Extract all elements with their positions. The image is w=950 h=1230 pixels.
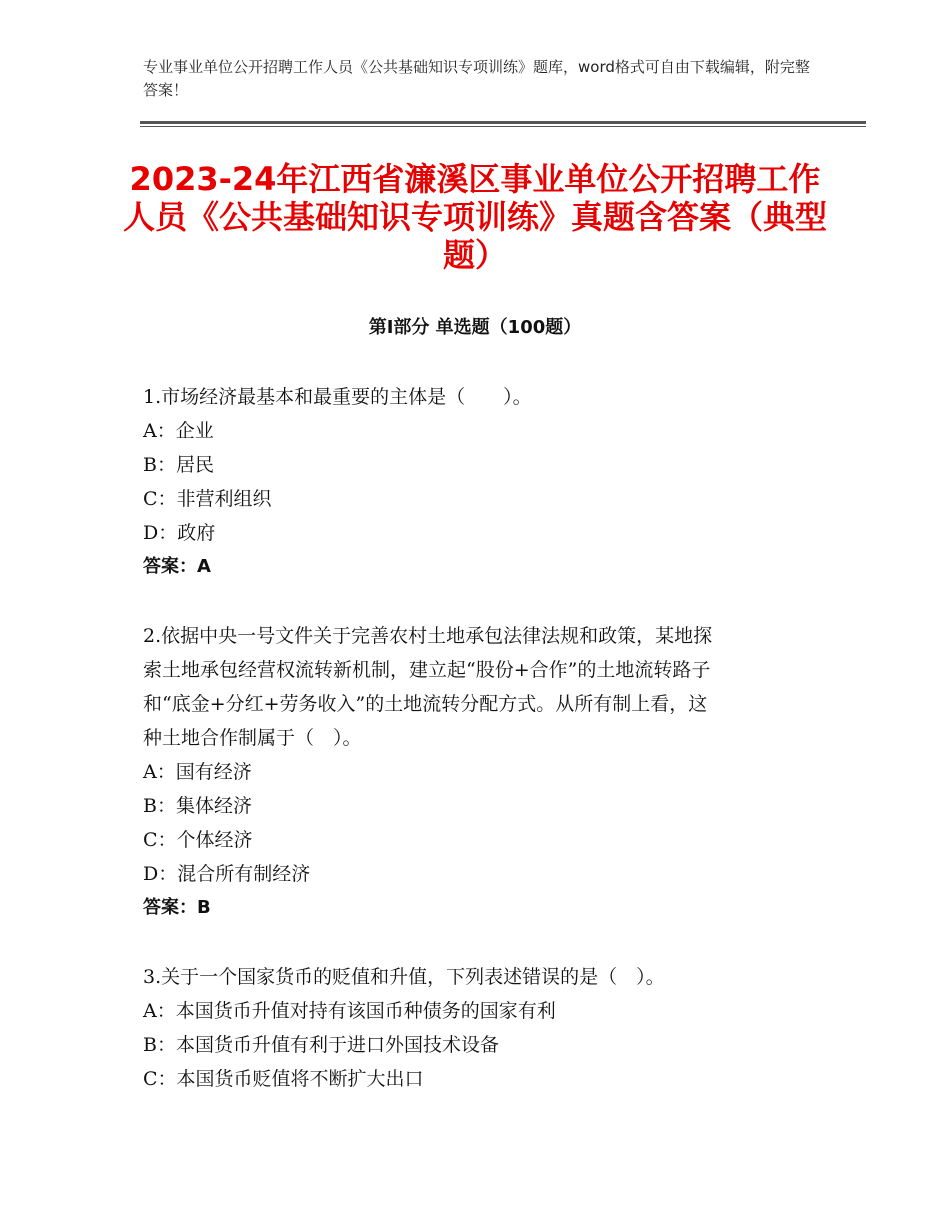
question-2-stem-line-3: 和“底金+分红+劳务收入”的土地流转分配方式。从所有制上看，这 — [143, 693, 708, 715]
question-2-stem-line-2: 索土地承包经营权流转新机制，建立起“股份+合作”的土地流转路子 — [143, 659, 711, 681]
question-1-option-b: B：居民 — [143, 454, 214, 476]
header-note: 专业事业单位公开招聘工作人员《公共基础知识专项训练》题库，word格式可自由下载编辑，附完整答案！ — [143, 58, 810, 99]
question-1-answer: 答案：A — [143, 556, 211, 577]
question-1-option-a: A：企业 — [143, 420, 214, 442]
question-2-option-d: D：混合所有制经济 — [143, 863, 311, 885]
header-divider-thin — [140, 126, 866, 127]
question-1-option-d: D：政府 — [143, 522, 216, 544]
question-3-stem: 3.关于一个国家货币的贬值和升值，下列表述错误的是（ ）。 — [143, 966, 665, 988]
question-3-option-a: A：本国货币升值对持有该国币种债务的国家有利 — [143, 1000, 556, 1022]
question-3-option-c: C：本国货币贬值将不断扩大出口 — [143, 1068, 424, 1090]
question-2-stem-line-1: 2.依据中央一号文件关于完善农村土地承包法律法规和政策，某地探 — [143, 625, 713, 647]
question-2-stem-line-4: 种土地合作制属于（ ）。 — [143, 727, 362, 749]
question-1-option-c: C：非营利组织 — [143, 488, 272, 510]
question-3-option-b: B：本国货币升值有利于进口外国技术设备 — [143, 1034, 499, 1056]
question-2-option-c: C：个体经济 — [143, 829, 253, 851]
question-2-answer: 答案：B — [143, 897, 211, 918]
question-2-option-b: B：集体经济 — [143, 795, 252, 817]
document-title: 2023-24年江西省濂溪区事业单位公开招聘工作人员《公共基础知识专项训练》真题含答案（典型题） — [122, 160, 827, 274]
header-divider — [140, 121, 866, 124]
question-1-stem: 1.市场经济最基本和最重要的主体是（ ）。 — [143, 386, 532, 408]
question-2-option-a: A：国有经济 — [143, 761, 252, 783]
section-title: 第Ⅰ部分 单选题（100题） — [368, 317, 582, 338]
